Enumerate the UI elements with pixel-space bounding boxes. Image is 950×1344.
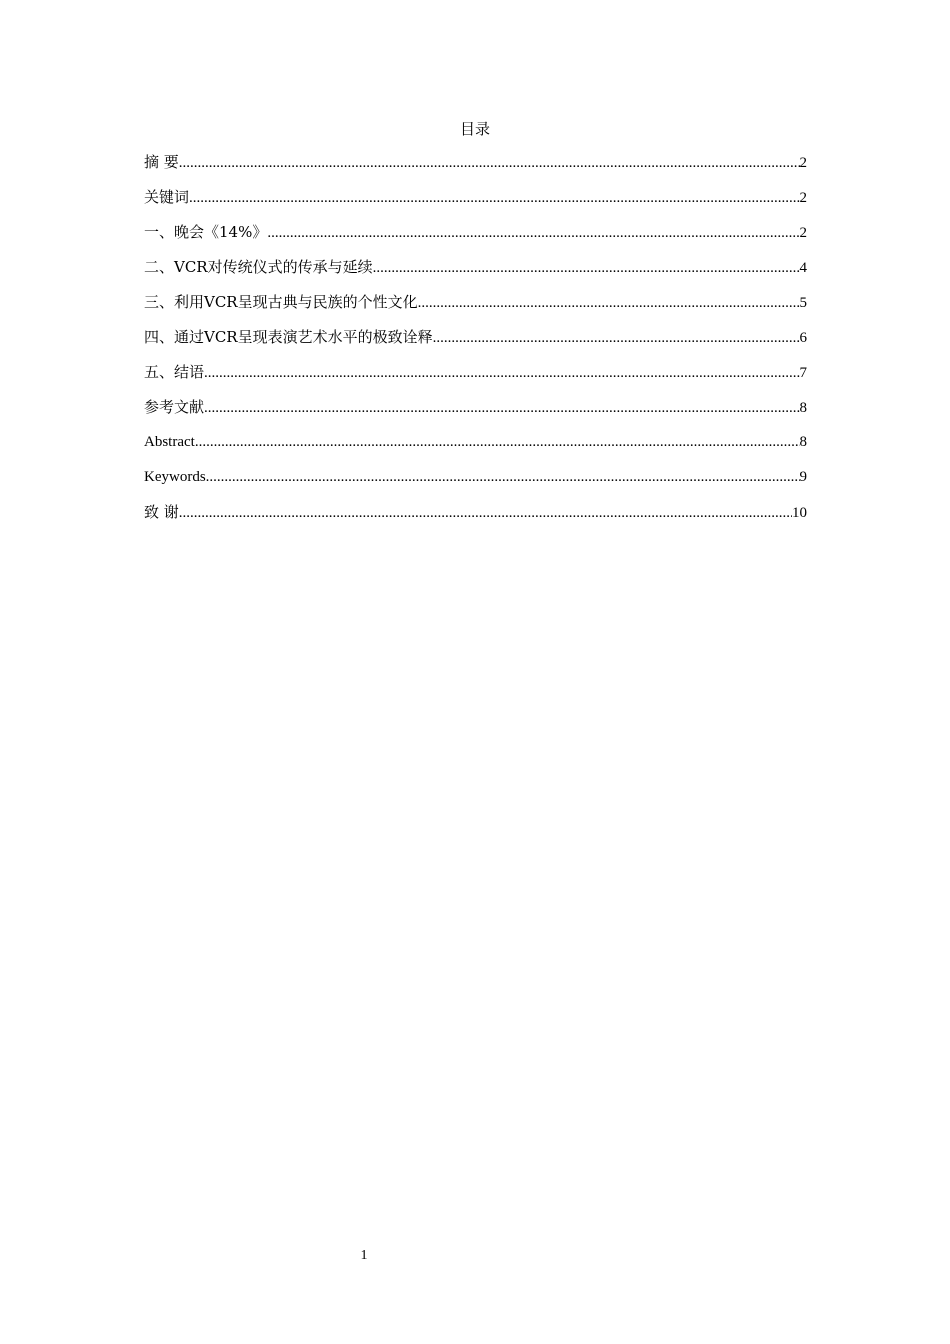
toc-dot-leader [433, 327, 800, 349]
toc-entry-label: 关键词 [144, 188, 190, 206]
toc-entry-page: 6 [799, 330, 807, 346]
toc-entry-label: 一、晚会《14%》 [144, 223, 268, 241]
toc-entry-label: 二、VCR对传统仪式的传承与延续 [144, 258, 373, 276]
toc-entry-page: 2 [799, 225, 807, 241]
toc-entry-page: 2 [799, 155, 807, 171]
toc-entry-abstract-cn[interactable] [144, 151, 807, 186]
page-number: 1 [360, 1248, 368, 1263]
toc-dot-leader [206, 466, 800, 488]
toc-entry-label: 五、结语 [144, 363, 205, 381]
toc-entry-section-2[interactable] [144, 256, 807, 291]
toc-entry-label: 致 谢 [144, 503, 179, 521]
toc-entry-keywords-en[interactable] [144, 466, 807, 501]
toc-entry-page: 9 [799, 469, 807, 485]
toc-dot-leader [267, 222, 799, 244]
toc-entry-page: 5 [799, 295, 807, 311]
toc-entry-references[interactable] [144, 396, 807, 431]
toc-entry-label: 三、利用VCR呈现古典与民族的个性文化 [144, 293, 418, 311]
toc-entry-section-3[interactable] [144, 291, 807, 326]
table-of-contents [144, 151, 807, 536]
toc-entry-section-4[interactable] [144, 326, 807, 361]
toc-dot-leader [179, 502, 792, 524]
toc-entry-acknowledgements[interactable] [144, 501, 807, 536]
toc-entry-page: 4 [799, 260, 807, 276]
toc-entry-abstract-en[interactable] [144, 431, 807, 466]
toc-entry-keywords-cn[interactable] [144, 186, 807, 221]
toc-entry-page: 8 [799, 434, 807, 450]
toc-entry-label: 四、通过VCR呈现表演艺术水平的极致诠释 [144, 328, 433, 346]
toc-entry-page: 8 [799, 400, 807, 416]
toc-entry-label: Abstract [144, 434, 195, 450]
toc-entry-section-1[interactable] [144, 221, 807, 256]
toc-entry-section-5[interactable] [144, 361, 807, 396]
toc-dot-leader [195, 431, 800, 453]
toc-entry-page: 2 [799, 190, 807, 206]
toc-dot-leader [373, 257, 800, 279]
toc-dot-leader [179, 152, 800, 174]
toc-entry-label: Keywords [144, 469, 206, 485]
toc-title: 目录 [459, 120, 490, 138]
toc-dot-leader [189, 187, 799, 209]
toc-dot-leader [204, 397, 799, 419]
toc-entry-page: 10 [792, 505, 807, 521]
toc-dot-leader [204, 362, 799, 384]
toc-entry-page: 7 [799, 365, 807, 381]
toc-dot-leader [418, 292, 800, 314]
toc-entry-label: 摘 要 [144, 153, 179, 171]
toc-entry-label: 参考文献 [144, 398, 205, 416]
